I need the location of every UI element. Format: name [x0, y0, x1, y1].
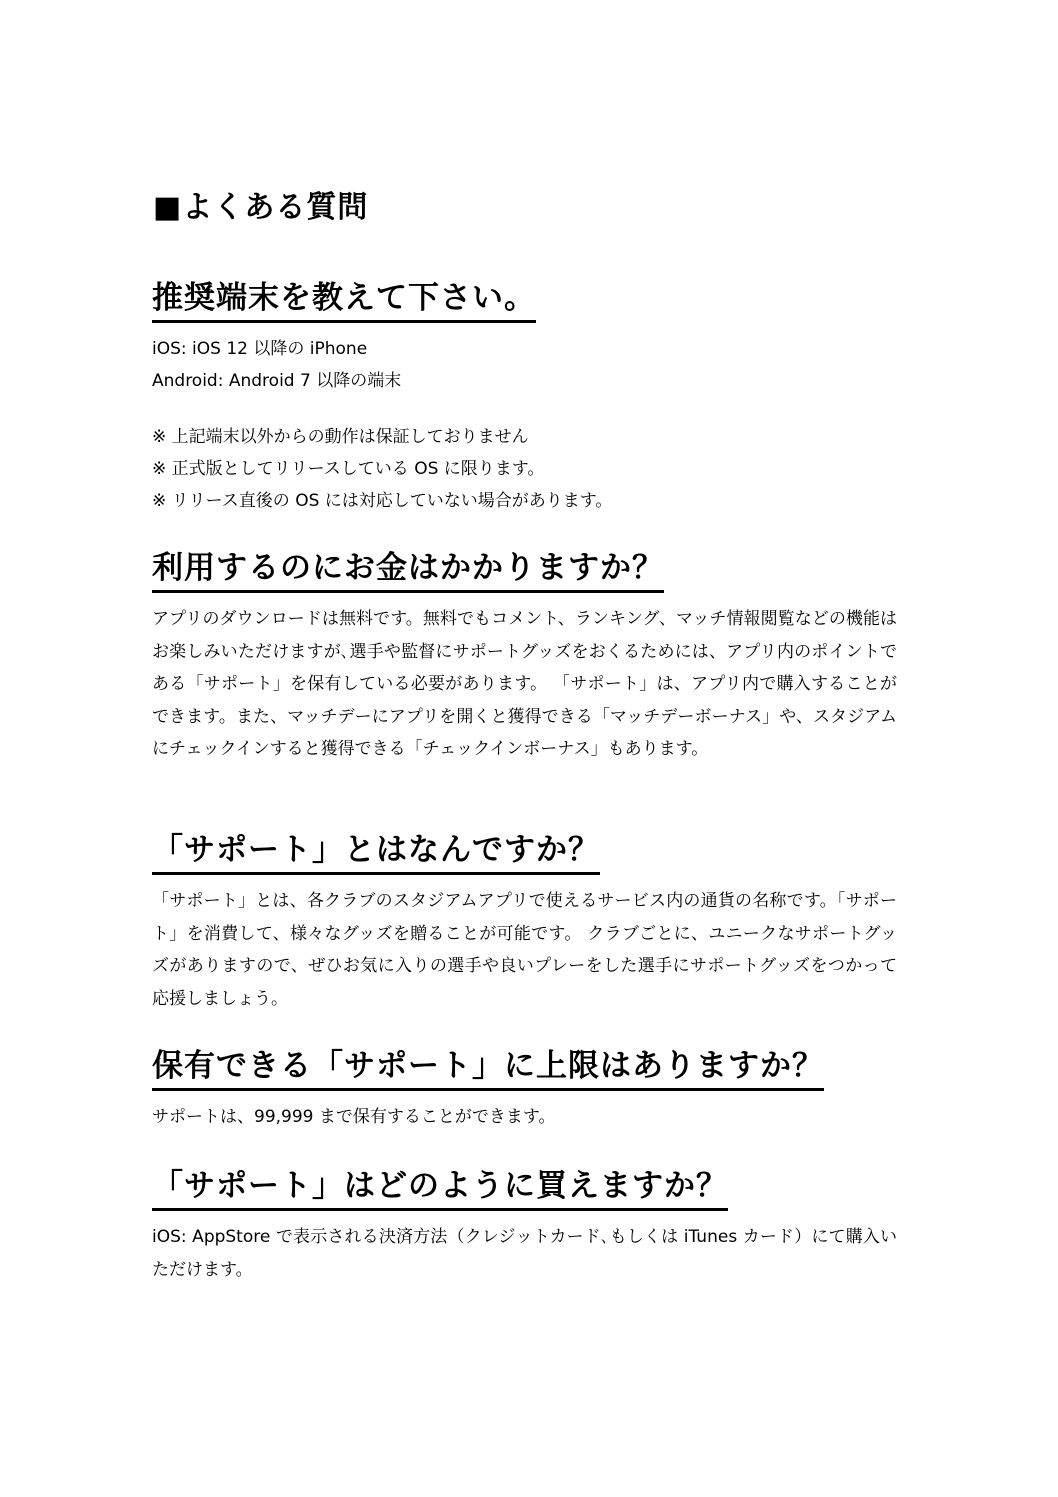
faq-item-how-to-buy	[152, 1166, 912, 1286]
answer-line-ios: iOS: iOS 12 以降の iPhone	[152, 339, 368, 359]
faq-question: 利用するのにお金はかかりますか？	[152, 548, 664, 593]
faq-answer: iOS: AppStore で表示される決済方法（クレジットカード､もしくは iTunes カード）にて購入いただけます。	[152, 1227, 897, 1280]
note-line: ※ 正式版としてリリースしている OS に限ります。	[152, 459, 545, 479]
faq-answer: アプリのダウンロードは無料です。無料でもコメント、ランキング、マッチ情報閲覧などの機能はお楽しみいただけますが､選手や監督にサポートグッズをおくるためには、アプリ内のポイントである「サポート」を保有している必要があります。 「サポート」は、アプリ内で購入することができます。また、マッチデーにアプリを開くと獲得できる「マッチデーボーナス」や、スタジアムにチェックインすると獲得できる「チェックインボーナス」もあります。	[152, 609, 897, 759]
faq-item-support-limit	[152, 1046, 912, 1134]
answer-line-android: Android: Android 7 以降の端末	[152, 371, 402, 391]
spacer	[152, 397, 912, 421]
faq-question: 「サポート」はどのように買えますか？	[152, 1166, 728, 1211]
note-line: ※ リリース直後の OS には対応していない場合があります。	[152, 491, 613, 511]
faq-question: 推奨端末を教えて下さい。	[152, 278, 536, 323]
faq-item-recommended-devices	[152, 278, 912, 517]
note-line: ※ 上記端末以外からの動作は保証しておりません	[152, 427, 529, 447]
faq-item-what-is-support	[152, 830, 912, 1015]
faq-answer: サポートは、99,999 まで保有することができます。	[152, 1107, 556, 1127]
faq-answer: 「サポート」とは、各クラブのスタジアムアプリで使えるサービス内の通貨の名称です。「サポート」を消費して、様々なグッズを贈ることが可能です。 クラブごとに、ユニークなサポートグッズがありますので、ぜひお気に入りの選手や良いプレーをした選手にサポートグッズをつかって応援しましょう。	[152, 891, 897, 1009]
faq-question: 「サポート」とはなんですか？	[152, 830, 600, 875]
faq-question: 保有できる「サポート」に上限はありますか？	[152, 1046, 824, 1091]
faq-answer	[152, 333, 912, 517]
faq-item-cost	[152, 548, 912, 766]
page-title: ■よくある質問	[153, 190, 369, 225]
